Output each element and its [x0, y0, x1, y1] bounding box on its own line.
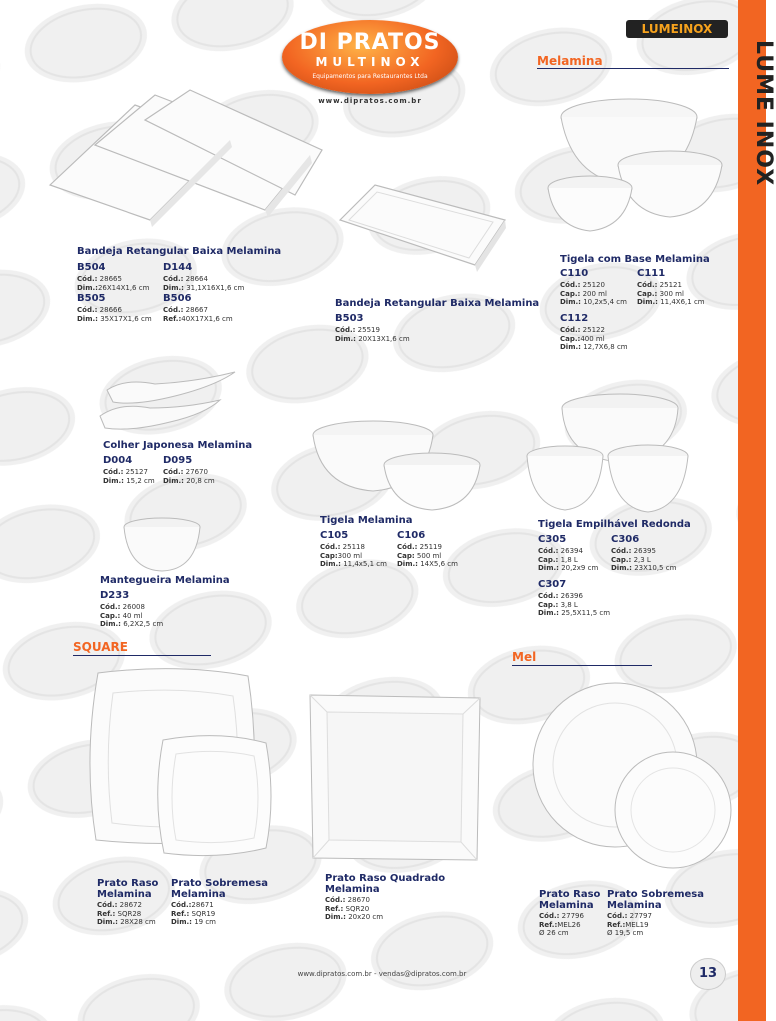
dipratos-logo — [282, 20, 458, 105]
trays-large-image — [40, 85, 310, 230]
sq-raso-title — [97, 878, 158, 900]
mel-sobremesa-title-line1: Prato Sobremesa — [607, 889, 704, 900]
c112-code: C112 — [560, 313, 589, 324]
b504-details: Cód.: 28665 Dim.:26X14X1,6 cm — [77, 275, 150, 292]
empilhavel-title: Tigela Empilhável Redonda — [538, 519, 691, 530]
bowls-image — [310, 415, 490, 515]
b503-details: Cód.: 25519 Dim.: 20X13X1,6 cm — [335, 326, 410, 343]
sq-sobremesa-title-line1: Prato Sobremesa — [171, 878, 268, 889]
mel-sobremesa-details: Cód.: 27797 Ref.:MEL19 Ø 19,5 cm — [607, 912, 652, 937]
logo-tagline: Equipamentos para Restaurantes Ltda — [312, 73, 428, 80]
mel-sobremesa-title — [607, 889, 704, 911]
mel-raso-title-line1: Prato Raso — [539, 889, 601, 900]
c307-code: C307 — [538, 579, 567, 590]
mantegueira-title: Mantegueira Melamina — [100, 575, 230, 586]
c105-code: C105 — [320, 530, 349, 541]
sq-sobremesa-title — [171, 878, 268, 900]
c105-details: Cód.: 25118 Cap:300 ml Dim.: 11,4x5,1 cm — [320, 543, 387, 568]
section-square-rule — [73, 655, 211, 656]
logo-line1: DI PRATOS — [299, 30, 441, 55]
d144-code: D144 — [163, 262, 193, 273]
c306-details: Cód.: 26395 Cap.: 2,3 L Dim.: 23X10,5 cm — [611, 547, 677, 572]
section-mel: Mel — [512, 650, 537, 664]
footer-contact: www.dipratos.com.br - vendas@dipratos.com.br — [297, 970, 467, 978]
c110-details: Cód.: 25120 Cap.: 200 ml Dim.: 10,2x5,4 cm — [560, 281, 627, 306]
c307-details: Cód.: 26396 Cap.: 3,8 L Dim.: 25,5X11,5 cm — [538, 592, 611, 617]
butter-dish-image — [120, 515, 205, 575]
section-square: SQUARE — [73, 640, 128, 654]
square-plates-image — [78, 668, 278, 868]
sq-raso-details: Cód.: 28672 Ref.: SQR28 Dim.: 28X28 cm — [97, 901, 156, 926]
d004-details: Cód.: 25127 Dim.: 15,2 cm — [103, 468, 155, 485]
bandeja1-title: Bandeja Retangular Baixa Melamina — [77, 246, 282, 257]
square-plate-image — [305, 690, 485, 865]
stackable-bowls-image — [525, 388, 695, 518]
c112-details: Cód.: 25122 Cap.:400 ml Dim.: 12,7X6,8 cm — [560, 326, 628, 351]
bandeja2-title: Bandeja Retangular Baixa Melamina — [335, 298, 540, 309]
d095-code: D095 — [163, 455, 193, 466]
section-melamina: Melamina — [537, 54, 603, 68]
mel-raso-title-line2: Melamina — [539, 900, 594, 911]
c306-code: C306 — [611, 534, 640, 545]
side-label: LUME INOX — [751, 40, 776, 187]
d004-code: D004 — [103, 455, 133, 466]
d095-details: Cód.: 27670 Dim.: 20,8 cm — [163, 468, 215, 485]
mel-raso-title — [539, 889, 600, 911]
section-mel-rule — [512, 665, 652, 666]
b506-code: B506 — [163, 293, 192, 304]
colher-title: Colher Japonesa Melamina — [103, 440, 253, 451]
tray-small-image — [335, 180, 510, 280]
quadrado-title — [325, 873, 445, 895]
sq-sobremesa-details: Cód.:28671 Ref.: SQR19 Dim.: 19 cm — [171, 901, 217, 926]
d144-details: Cód.: 28664 Dim.: 31,1X16X1,6 cm — [163, 275, 245, 292]
c111-details: Cód.: 25121 Cap.: 300 ml Dim.: 11,4X6,1 cm — [637, 281, 705, 306]
sq-sobremesa-title-line2: Melamina — [171, 889, 226, 900]
b503-code: B503 — [335, 313, 364, 324]
c305-code: C305 — [538, 534, 567, 545]
sq-raso-title-line1: Prato Raso — [97, 878, 159, 889]
mel-plates-image — [530, 680, 740, 880]
mel-sobremesa-title-line2: Melamina — [607, 900, 662, 911]
spoons-image — [95, 370, 245, 440]
b504-code: B504 — [77, 262, 106, 273]
logo-line2: MULTINOX — [315, 55, 425, 69]
logo-url: www.dipratos.com.br — [318, 97, 422, 105]
quadrado-title-line2: Melamina — [325, 884, 380, 895]
tigela-base-title: Tigela com Base Melamina — [560, 254, 710, 265]
b505-details: Cód.: 28666 Dim.: 35X17X1,6 cm — [77, 306, 152, 323]
c305-details: Cód.: 26394 Cap.: 1,8 L Dim.: 20,2x9 cm — [538, 547, 599, 572]
bowls-base-image — [542, 95, 732, 245]
c111-code: C111 — [637, 268, 666, 279]
quadrado-details: Cód.: 28670 Ref.: SQR20 Dim.: 20x20 cm — [325, 896, 384, 921]
quadrado-title-line1: Prato Raso Quadrado — [325, 873, 446, 884]
d233-code: D233 — [100, 590, 130, 601]
sq-raso-title-line2: Melamina — [97, 889, 152, 900]
d233-details: Cód.: 26008 Cap.: 40 ml Dim.: 6,2X2,5 cm — [100, 603, 164, 628]
b506-details: Cód.: 28667 Ref.:40X17X1,6 cm — [163, 306, 233, 323]
c110-code: C110 — [560, 268, 589, 279]
c106-details: Cód.: 25119 Cap: 500 ml Dim.: 14X5,6 cm — [397, 543, 458, 568]
page-number: 13 — [690, 958, 726, 990]
tigela-title: Tigela Melamina — [320, 515, 413, 526]
section-melamina-rule — [537, 68, 729, 69]
lume-inox-badge: LUMEINOX — [626, 20, 728, 38]
b505-code: B505 — [77, 293, 106, 304]
c106-code: C106 — [397, 530, 426, 541]
mel-raso-details: Cód.: 27796 Ref.:MEL26 Ø 26 cm — [539, 912, 584, 937]
